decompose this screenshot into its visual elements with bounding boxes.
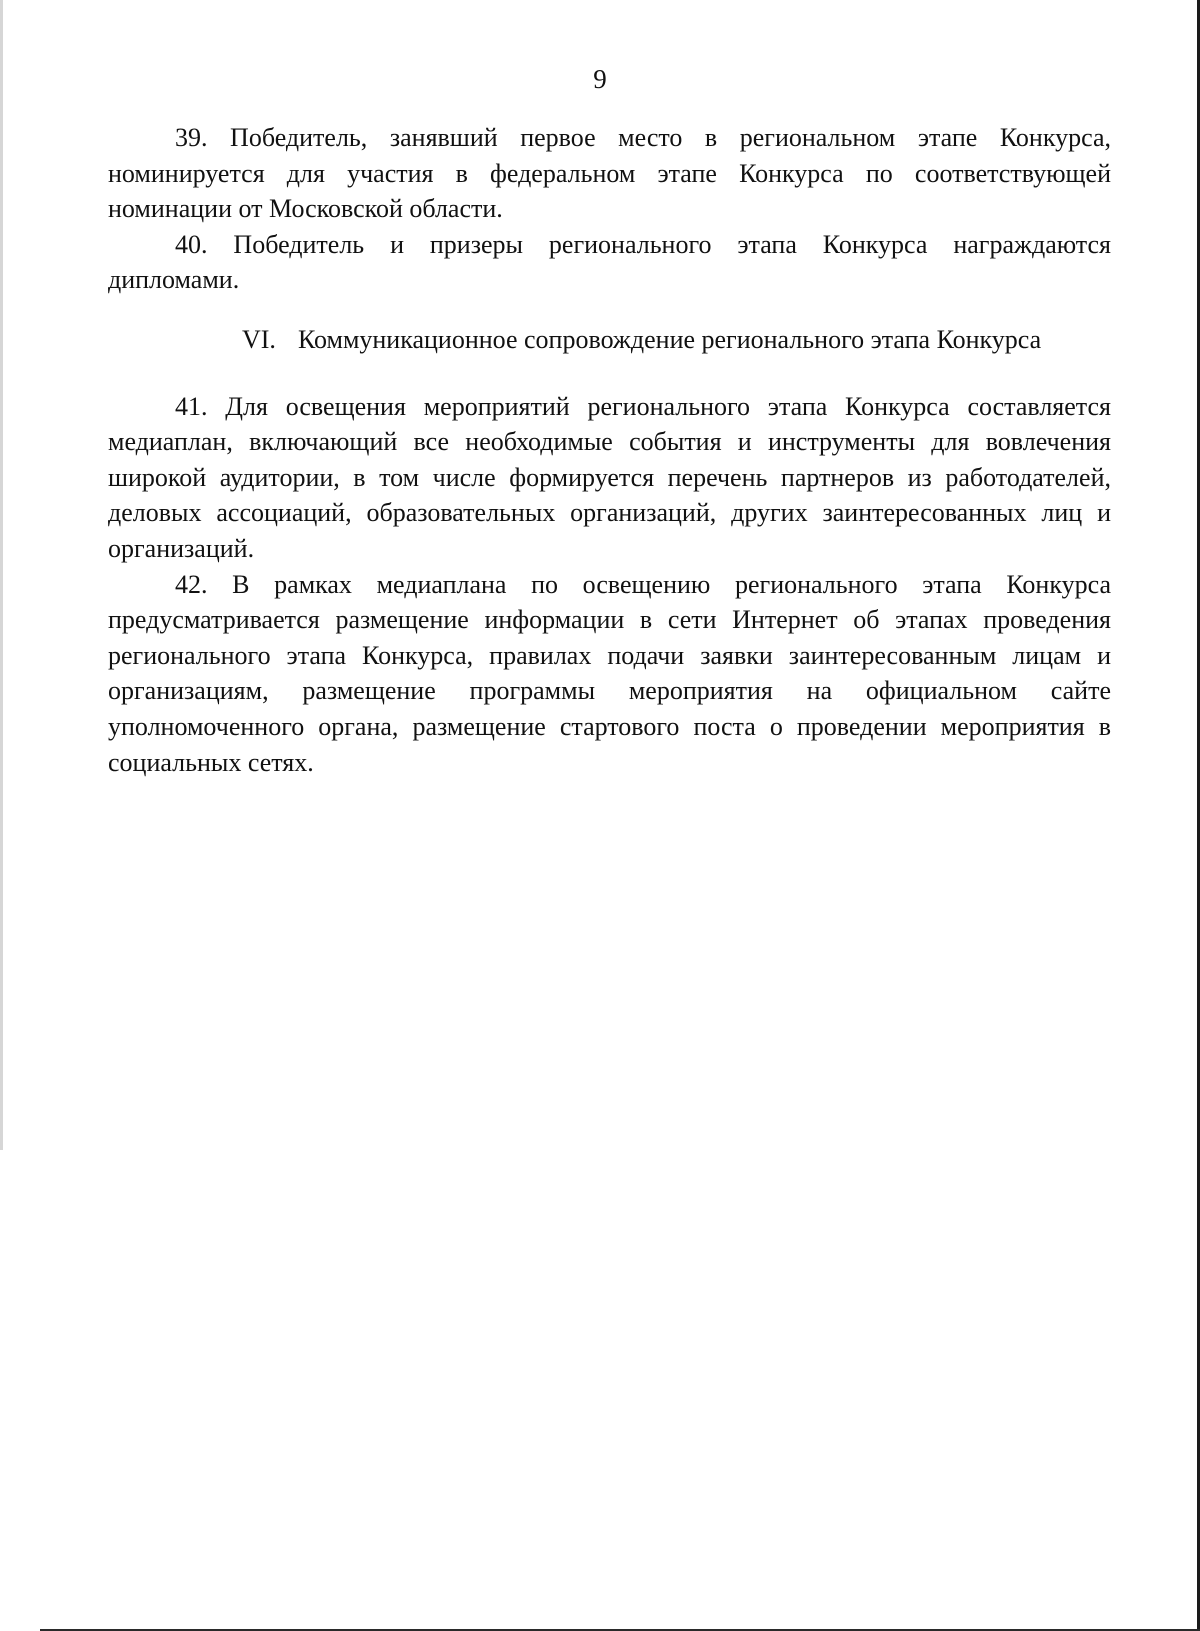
section-title: Коммуникационное сопровождение регионального этапа Конкурса	[297, 324, 1042, 354]
paragraph-40: 40. Победитель и призеры регионального этапа Конкурса награждаются дипломами.	[108, 229, 1111, 295]
paragraph-39: 39. Победитель, занявший первое место в региональном этапе Конкурса, номинируется для участия в федеральном этапе Конкурса по соответствующей номинации от Московской области.	[108, 123, 1111, 224]
document-body	[108, 120, 1111, 780]
page-number: 9	[593, 64, 607, 94]
paragraph-41: 41. Для освещения мероприятий регионального этапа Конкурса составляется медиаплан, включающий все необходимые события и инструменты для вовлечения широкой аудитории, в том числе формируется перечень партнеров из работодателей, деловых ассоциаций, образовательных организаций, других заинтересованных лиц и организаций.	[108, 391, 1111, 563]
section-number: VI.	[242, 324, 276, 354]
scan-edge-left	[0, 0, 3, 1150]
paragraph-42: 42. В рамках медиаплана по освещению регионального этапа Конкурса предусматривается размещение информации в сети Интернет об этапах проведения регионального этапа Конкурса, правилах подачи заявки заинтересованным лицам и организациям, размещение программы мероприятия на официальном сайте уполномоченного органа, размещение стартового поста о проведении мероприятия в социальных сетях.	[108, 569, 1111, 777]
section-heading	[108, 298, 1111, 389]
